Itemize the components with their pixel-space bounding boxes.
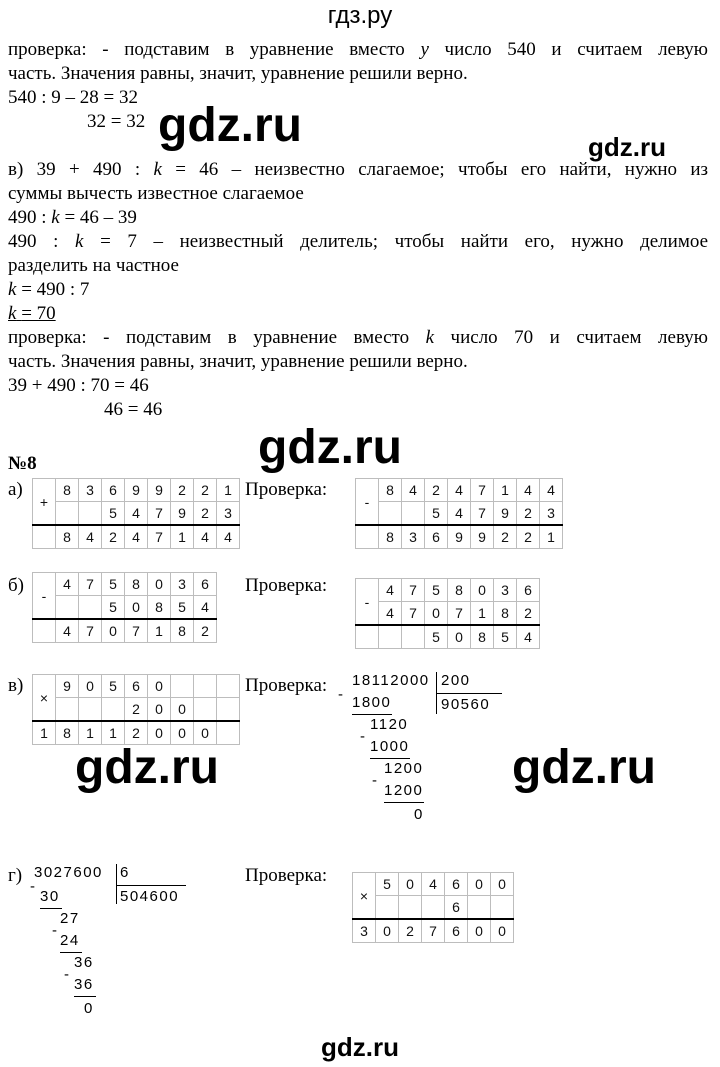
digit-cell: 0	[148, 698, 171, 722]
digit-cell: 5	[171, 596, 194, 620]
digit-cell: 7	[471, 502, 494, 526]
digit-cell: 8	[494, 602, 517, 626]
variable-k: k	[8, 279, 17, 300]
part-v-eq-2: 46 = 46	[104, 399, 163, 420]
variable-y: y	[420, 39, 429, 60]
digit-cell: 0	[471, 579, 494, 602]
digit-cell: 2	[194, 479, 217, 502]
digit-cell: 7	[79, 573, 102, 596]
empty-cell	[33, 525, 56, 549]
digit-cell: 0	[468, 919, 491, 943]
digit-cell: 4	[540, 479, 563, 502]
digit-cell: 7	[148, 525, 171, 549]
digit-cell: 9	[148, 479, 171, 502]
digit-cell: 8	[56, 479, 79, 502]
part-v-eq-1: 39 + 490 : 70 = 46	[8, 375, 149, 396]
digit-cell: 7	[402, 602, 425, 626]
digit-cell: 6	[425, 525, 448, 549]
divisor-line	[436, 693, 502, 694]
digit-cell	[217, 675, 240, 698]
part-v-text: 490 :	[8, 207, 47, 228]
digit-cell: 7	[148, 502, 171, 526]
digit-cell	[379, 625, 402, 649]
digit-cell: 0	[171, 698, 194, 722]
digit-cell	[399, 896, 422, 920]
digit-cell: 3	[540, 502, 563, 526]
digit-cell: 0	[425, 602, 448, 626]
watermark: gdz.ru	[158, 99, 302, 152]
watermark: gdz.ru	[512, 741, 656, 794]
digit-cell: 6	[194, 573, 217, 596]
quotient: 90560	[441, 696, 491, 713]
digit-cell: 7	[422, 919, 445, 943]
digit-cell: 7	[79, 619, 102, 643]
part-v-line-3	[8, 206, 137, 230]
digit-cell: 1	[79, 721, 102, 745]
check-label: Проверка:	[245, 865, 328, 886]
digit-cell: 4	[517, 625, 540, 649]
variable-k: k	[153, 159, 162, 180]
digit-cell: 6	[445, 919, 468, 943]
step-line	[40, 908, 62, 909]
site-header: гдз.ру	[327, 2, 393, 29]
digit-cell: 5	[102, 596, 125, 620]
digit-cell: 4	[422, 873, 445, 896]
digit-cell: 4	[125, 502, 148, 526]
digit-cell: 3	[171, 573, 194, 596]
watermark-small: gdz.ru	[588, 132, 666, 162]
digit-cell: 8	[379, 479, 402, 502]
digit-cell: 0	[399, 873, 422, 896]
digit-cell	[376, 896, 399, 920]
digit-cell: 8	[448, 579, 471, 602]
digit-cell: 2	[194, 619, 217, 643]
digit-cell: 1	[217, 479, 240, 502]
check-text: проверка: - подставим в уравнение вместо	[8, 39, 405, 60]
divisor-line	[116, 885, 186, 886]
step-line	[384, 802, 424, 803]
variable-k: k	[425, 327, 435, 348]
digit-cell: 0	[102, 619, 125, 643]
step: 30	[40, 888, 60, 905]
label-v: в)	[8, 675, 24, 696]
digit-cell	[217, 721, 240, 745]
divisor: 6	[120, 864, 130, 881]
check-line-2: часть. Значения равны, значит, уравнение решили верно.	[8, 63, 468, 84]
label-g: г)	[8, 865, 23, 886]
check-grid-g	[352, 872, 514, 943]
digit-cell: 0	[194, 721, 217, 745]
part-v-text: = 490 : 7	[21, 279, 90, 300]
sign-cell: -	[356, 479, 379, 526]
sign-cell: +	[33, 479, 56, 526]
sign-cell: -	[356, 579, 379, 626]
part-v-text: в) 39 + 490 :	[8, 159, 141, 180]
sign-cell: -	[33, 573, 56, 620]
digit-cell	[422, 896, 445, 920]
digit-cell: 6	[445, 896, 468, 920]
digit-cell: 5	[376, 873, 399, 896]
digit-cell	[56, 502, 79, 526]
digit-cell: 2	[125, 721, 148, 745]
digit-cell: 9	[56, 675, 79, 698]
dividend: 3027600	[34, 864, 103, 881]
digit-cell: 4	[379, 579, 402, 602]
digit-cell: 3	[402, 525, 425, 549]
digit-cell: 0	[148, 721, 171, 745]
minus-sign: -	[338, 686, 345, 703]
step: 36	[74, 976, 94, 993]
minus-sign: -	[360, 728, 367, 745]
step-line	[74, 996, 96, 997]
digit-cell: 7	[471, 479, 494, 502]
step-line	[60, 952, 82, 953]
digit-cell: 2	[517, 525, 540, 549]
digit-cell	[171, 675, 194, 698]
minus-sign: -	[372, 772, 379, 789]
digit-cell: 3	[79, 479, 102, 502]
digit-cell: 5	[425, 625, 448, 649]
digit-cell: 9	[171, 502, 194, 526]
digit-cell: 0	[148, 573, 171, 596]
digit-cell: 8	[171, 619, 194, 643]
step: 1200	[384, 760, 424, 777]
grid-a	[32, 478, 240, 549]
digit-cell: 4	[56, 619, 79, 643]
footer-watermark: gdz.ru	[321, 1032, 399, 1062]
digit-cell: 2	[399, 919, 422, 943]
digit-cell	[491, 896, 514, 920]
digit-cell: 4	[194, 525, 217, 549]
digit-cell	[468, 896, 491, 920]
digit-cell: 2	[517, 602, 540, 626]
task-number: №8	[8, 453, 37, 474]
check-label: Проверка:	[245, 675, 328, 696]
digit-cell: 0	[448, 625, 471, 649]
step: 1800	[352, 694, 392, 711]
check-grid-b	[355, 578, 540, 649]
empty-cell	[356, 625, 379, 649]
step: 36	[74, 954, 94, 971]
digit-cell: 3	[494, 579, 517, 602]
digit-cell	[79, 596, 102, 620]
step-line	[370, 758, 410, 759]
step: 24	[60, 932, 80, 949]
digit-cell: 2	[425, 479, 448, 502]
sign-cell: ×	[353, 873, 376, 920]
watermark: gdz.ru	[258, 421, 402, 474]
digit-cell: 2	[171, 479, 194, 502]
digit-cell: 9	[125, 479, 148, 502]
digit-cell: 0	[491, 919, 514, 943]
digit-cell: 1	[148, 619, 171, 643]
check-label: Проверка:	[245, 575, 328, 596]
empty-cell	[356, 525, 379, 549]
grid-v	[32, 674, 240, 745]
step: 1200	[384, 782, 424, 799]
minus-sign: -	[52, 922, 59, 939]
digit-cell	[194, 675, 217, 698]
label-a: а)	[8, 479, 23, 500]
step: 27	[60, 910, 80, 927]
digit-cell: 6	[102, 479, 125, 502]
remainder: 0	[414, 806, 424, 823]
check-text-end: число 540 и считаем левую	[444, 39, 708, 60]
digit-cell: 8	[148, 596, 171, 620]
digit-cell	[217, 698, 240, 722]
digit-cell: 5	[425, 502, 448, 526]
digit-cell: 4	[56, 573, 79, 596]
empty-cell	[33, 619, 56, 643]
digit-cell	[56, 596, 79, 620]
digit-cell: 9	[494, 502, 517, 526]
step-line	[352, 714, 392, 715]
digit-cell: 4	[79, 525, 102, 549]
digit-cell: 1	[33, 721, 56, 745]
remainder: 0	[84, 1000, 94, 1017]
digit-cell: 0	[376, 919, 399, 943]
digit-cell: 0	[125, 596, 148, 620]
equation-2: 32 = 32	[87, 111, 146, 132]
digit-cell: 7	[125, 619, 148, 643]
variable-k: k	[8, 303, 17, 324]
part-v-text-end: = 46 – неизвестно слагаемое; чтобы его найти, нужно из	[175, 159, 709, 180]
label-b: б)	[8, 575, 24, 596]
digit-cell: 6	[125, 675, 148, 698]
part-v-line-1	[8, 158, 708, 182]
digit-cell: 4	[448, 502, 471, 526]
digit-cell: 9	[448, 525, 471, 549]
digit-cell: 5	[425, 579, 448, 602]
part-v-line-6	[8, 278, 89, 302]
part-v-line-2: суммы вычесть известное слагаемое	[8, 183, 304, 204]
digit-cell: 2	[194, 502, 217, 526]
digit-cell: 4	[217, 525, 240, 549]
quotient: 504600	[120, 888, 180, 905]
step: 1000	[370, 738, 410, 755]
part-v-text: = 70	[21, 303, 56, 324]
sign-cell: ×	[33, 675, 56, 722]
check-line-1	[8, 38, 708, 62]
divisor: 200	[441, 672, 471, 689]
digit-cell: 0	[148, 675, 171, 698]
digit-cell: 3	[217, 502, 240, 526]
digit-cell: 8	[379, 525, 402, 549]
check-grid-a	[355, 478, 563, 549]
digit-cell	[102, 698, 125, 722]
digit-cell: 0	[171, 721, 194, 745]
digit-cell	[379, 502, 402, 526]
digit-cell: 5	[494, 625, 517, 649]
digit-cell: 5	[102, 502, 125, 526]
digit-cell: 1	[471, 602, 494, 626]
division-bar	[116, 864, 117, 904]
digit-cell: 2	[102, 525, 125, 549]
digit-cell: 8	[56, 721, 79, 745]
variable-k: k	[51, 207, 60, 228]
check-text-end: число 70 и считаем левую	[450, 327, 708, 348]
check-label: Проверка:	[245, 479, 328, 500]
digit-cell: 8	[56, 525, 79, 549]
part-v-line-4	[8, 230, 708, 254]
digit-cell: 7	[402, 579, 425, 602]
digit-cell	[194, 698, 217, 722]
digit-cell: 4	[194, 596, 217, 620]
digit-cell: 0	[468, 873, 491, 896]
digit-cell: 0	[79, 675, 102, 698]
digit-cell	[79, 698, 102, 722]
part-v-text: = 46 – 39	[64, 207, 137, 228]
minus-sign: -	[30, 878, 37, 895]
digit-cell: 1	[171, 525, 194, 549]
part-v-check-2: часть. Значения равны, значит, уравнение решили верно.	[8, 351, 468, 372]
part-v-line-5: разделить на частное	[8, 255, 179, 276]
digit-cell: 4	[517, 479, 540, 502]
digit-cell: 0	[491, 873, 514, 896]
digit-cell: 2	[517, 502, 540, 526]
digit-cell	[402, 625, 425, 649]
digit-cell: 4	[448, 479, 471, 502]
digit-cell: 8	[471, 625, 494, 649]
part-v-answer	[8, 302, 56, 326]
grid-b	[32, 572, 217, 643]
digit-cell: 1	[540, 525, 563, 549]
digit-cell: 5	[102, 573, 125, 596]
digit-cell: 3	[353, 919, 376, 943]
part-v-text: 490 :	[8, 231, 59, 252]
digit-cell: 8	[125, 573, 148, 596]
part-v-text: = 7 – неизвестный делитель; чтобы найти его, нужно делимое	[100, 231, 709, 252]
digit-cell: 6	[445, 873, 468, 896]
digit-cell: 2	[494, 525, 517, 549]
digit-cell: 6	[517, 579, 540, 602]
step: 1120	[370, 716, 409, 733]
digit-cell: 4	[402, 479, 425, 502]
digit-cell	[56, 698, 79, 722]
digit-cell: 9	[471, 525, 494, 549]
digit-cell: 2	[125, 698, 148, 722]
dividend: 18112000	[352, 672, 430, 689]
digit-cell: 1	[102, 721, 125, 745]
minus-sign: -	[64, 966, 71, 983]
digit-cell: 5	[102, 675, 125, 698]
watermark: gdz.ru	[75, 741, 219, 794]
digit-cell: 7	[448, 602, 471, 626]
digit-cell: 4	[379, 602, 402, 626]
digit-cell	[79, 502, 102, 526]
digit-cell: 1	[494, 479, 517, 502]
equation-1: 540 : 9 – 28 = 32	[8, 87, 138, 108]
part-v-check-1	[8, 326, 708, 350]
variable-k: k	[75, 231, 84, 252]
check-text: проверка: - подставим в уравнение вместо	[8, 327, 410, 348]
digit-cell: 4	[125, 525, 148, 549]
digit-cell	[402, 502, 425, 526]
